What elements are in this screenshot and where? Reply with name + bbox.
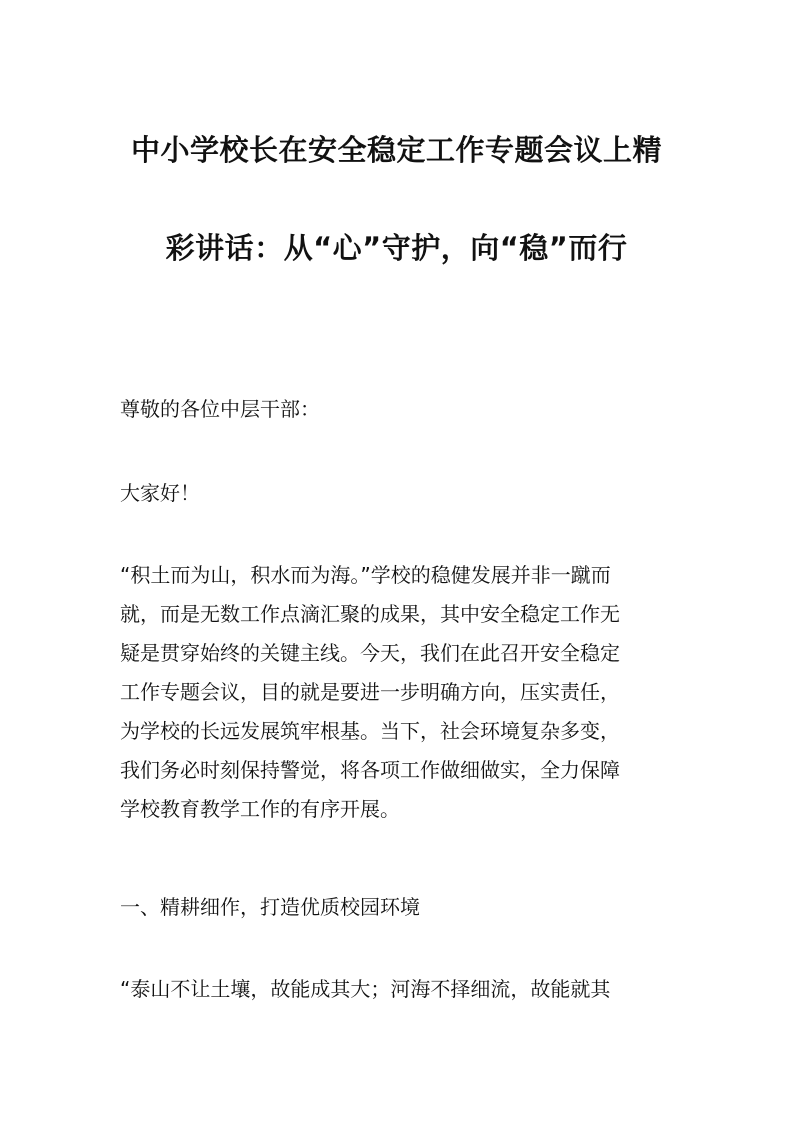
paragraph-line: 为学校的长远发展筑牢根基。当下，社会环境复杂多变， <box>120 719 620 743</box>
paragraph-line: 学校教育教学工作的有序开展。 <box>120 797 400 821</box>
section-heading: 一、精耕细作，打造优质校园环境 <box>120 895 420 919</box>
salutation: 尊敬的各位中层干部： <box>120 397 320 421</box>
document-title-line-1: 中小学校长在安全稳定工作专题会议上精 <box>130 133 662 167</box>
section-paragraph-line: “泰山不让土壤，故能成其大；河海不择细流，故能就其 <box>120 977 611 1001</box>
paragraph-line: 工作专题会议，目的就是要进一步明确方向，压实责任， <box>120 680 620 704</box>
paragraph-line: “积土而为山，积水而为海。”学校的稳健发展并非一蹴而 <box>120 563 611 587</box>
greeting-hello: 大家好！ <box>120 481 200 505</box>
paragraph-line: 就，而是无数工作点滴汇聚的成果，其中安全稳定工作无 <box>120 602 620 626</box>
intro-paragraph <box>120 556 680 829</box>
paragraph-line: 我们务必时刻保持警觉，将各项工作做细做实，全力保障 <box>120 758 620 782</box>
document-title-line-2: 彩讲话：从“心”守护，向“稳”而行 <box>165 231 628 265</box>
paragraph-line: 疑是贯穿始终的关键主线。今天，我们在此召开安全稳定 <box>120 641 620 665</box>
